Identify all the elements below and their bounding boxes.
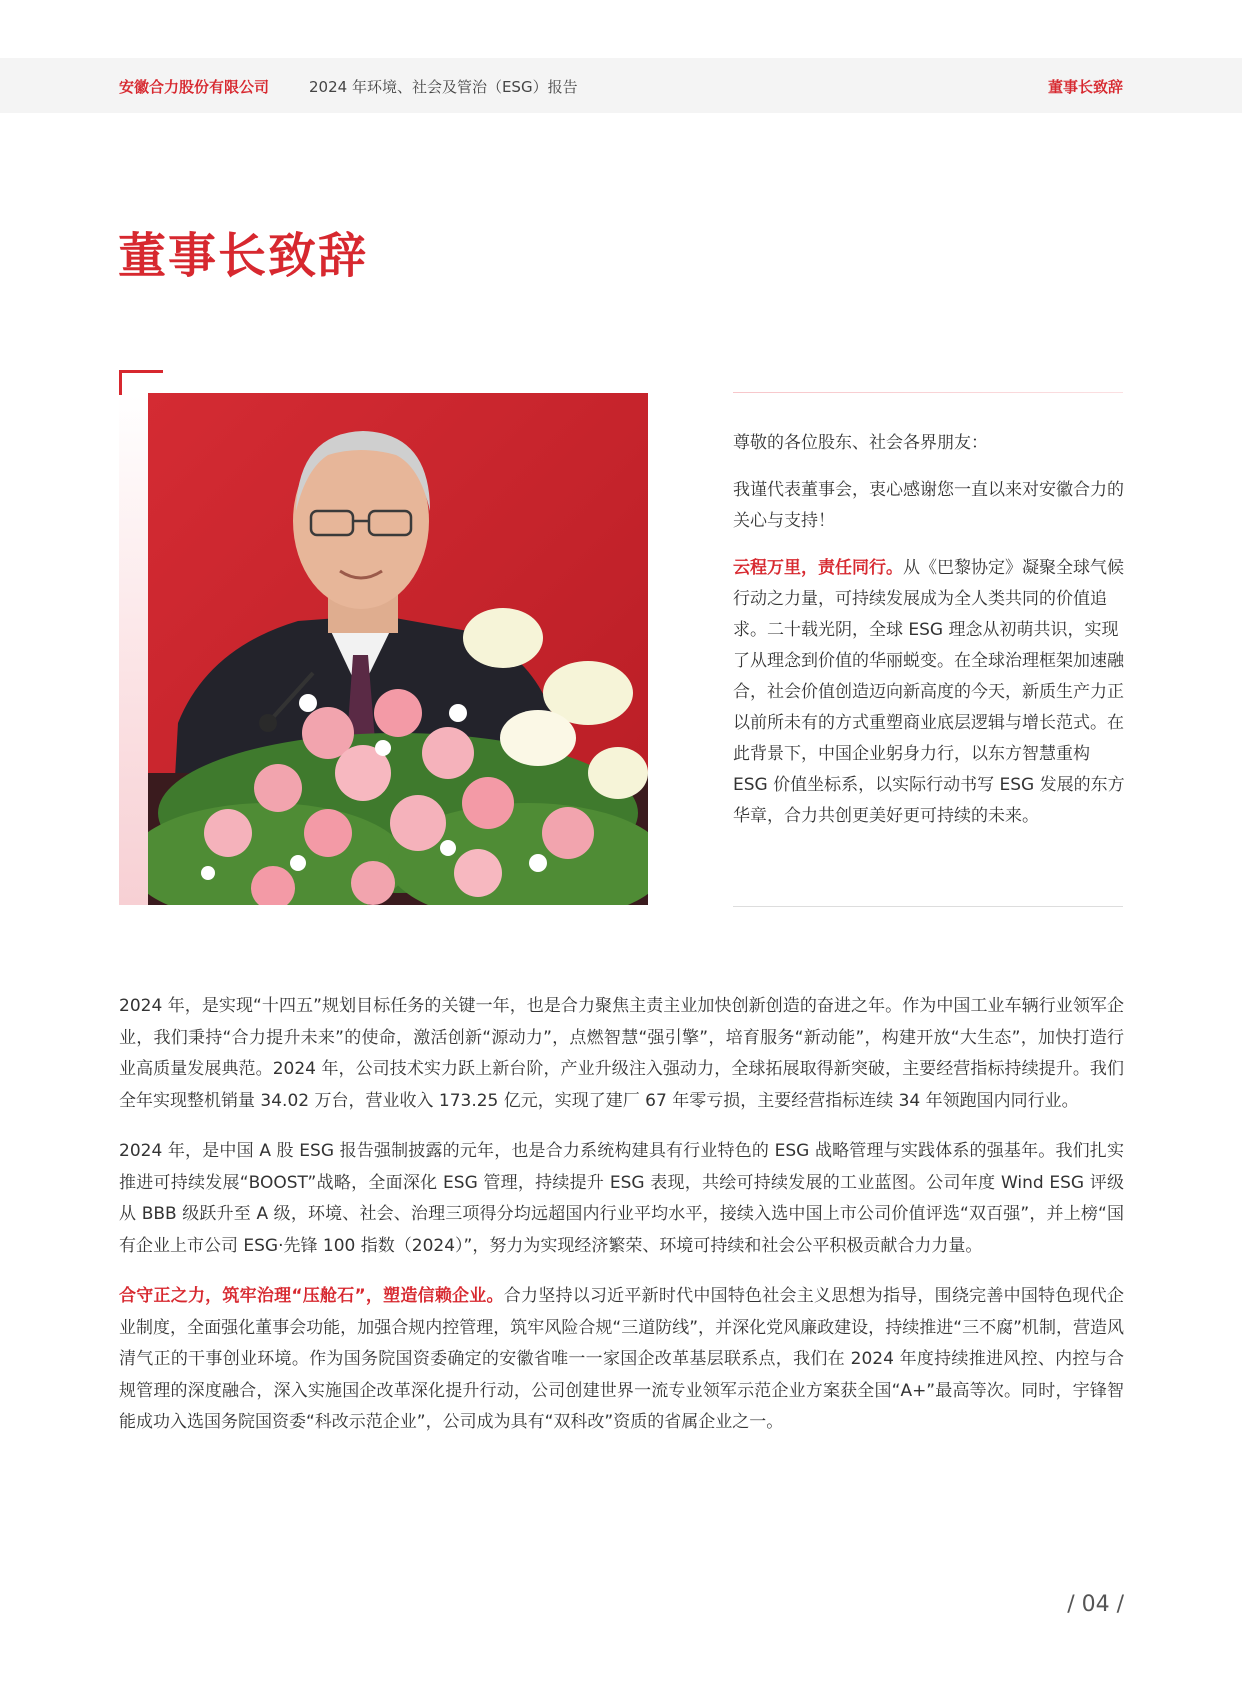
paragraph-1-text: 从《巴黎协定》凝聚全球气候行动之力量，可持续发展成为全人类共同的价值追求。二十载光阴，全球 ESG 理念从初萌共识，实现了从理念到价值的华丽蜕变。在全球治理框架加速融合，社会价值创造迈向新高度的今天，新质生产力正以前所未有的方式重塑商业底层逻辑与增长范式。在此背景下，中国企业躬身力行，以东方智慧重构 ESG 价值坐标系，以实际行动书写 ESG 发展的东方华章，合力共创更美好更可持续的未来。: [733, 558, 1125, 826]
letter-thanks: 我谨代表董事会，衷心感谢您一直以来对安徽合力的关心与支持！: [733, 480, 1124, 531]
letter-paragraph-1: [733, 553, 1125, 832]
header-section-name: 董事长致辞: [1047, 78, 1123, 96]
letter-bottom-rule: [733, 906, 1123, 907]
letter-top-rule: [733, 392, 1123, 393]
page-title: 董事长致辞: [118, 228, 369, 284]
letter-paragraph-2: 2024 年，是实现“十四五”规划目标任务的关键一年，也是合力聚焦主责主业加快创新创造的奋进之年。作为中国工业车辆行业领军企业，我们秉持“合力提升未来”的使命，激活创新“源动力”，点燃智慧“强引擎”，培育服务“新动能”，构建开放“大生态”，加快打造行业高质量发展典范。2024 年，公司技术实力跃上新台阶，产业升级注入强动力，全球拓展取得新突破，主要经营指标持续提升。我们全年实现整机销量 34.02 万台，营业收入 173.25 亿元，实现了建厂 67 年零亏损，主要经营指标连续 34 年领跑国内同行业。: [119, 996, 1124, 1111]
header-company-name: 安徽合力股份有限公司: [119, 78, 270, 96]
paragraph-1-highlight: 云程万里，责任同行。: [733, 558, 903, 578]
letter-body: [119, 991, 1124, 1458]
letter-salutation: 尊敬的各位股东、社会各界朋友：: [733, 433, 988, 453]
photo-side-gradient: [119, 395, 149, 905]
paragraph-4-highlight: 合守正之力，筑牢治理“压舱石”，塑造信赖企业。: [119, 1286, 504, 1306]
letter-intro: [733, 428, 1125, 848]
corner-accent-horizontal: [119, 370, 163, 373]
letter-paragraph-3: 2024 年，是中国 A 股 ESG 报告强制披露的元年，也是合力系统构建具有行业特色的 ESG 战略管理与实践体系的强基年。我们扎实推进可持续发展“BOOST”战略，全面深化 ESG 管理，持续提升 ESG 表现，共绘可持续发展的工业蓝图。公司年度 Wind ESG 评级从 BBB 级跃升至 A 级，环境、社会、治理三项得分均远超国内行业平均水平，接续入选中国上市公司价值评选“双百强”，并上榜“国有企业上市公司 ESG·先锋 100 指数（2024）”，努力为实现经济繁荣、环境可持续和社会公平积极贡献合力力量。: [119, 1141, 1124, 1256]
header-report-title: 2024 年环境、社会及管治（ESG）报告: [309, 78, 578, 96]
page-number: / 04 /: [1067, 1592, 1124, 1617]
paragraph-4-text: 合力坚持以习近平新时代中国特色社会主义思想为指导，围绕完善中国特色现代企业制度，全面强化董事会功能，加强合规内控管理，筑牢风险合规“三道防线”，并深化党风廉政建设，持续推进“三不腐”机制，营造风清气正的干事创业环境。作为国务院国资委确定的安徽省唯一一家国企改革基层联系点，我们在 2024 年度持续推进风控、内控与合规管理的深度融合，深入实施国企改革深化提升行动，公司创建世界一流专业领军示范企业方案获全国“A+”最高等次。同时，宇锋智能成功入选国务院国资委“科改示范企业”，公司成为具有“双科改”资质的省属企业之一。: [119, 1286, 1124, 1432]
letter-paragraph-4: [119, 1281, 1124, 1439]
chairman-photo: [148, 393, 648, 905]
